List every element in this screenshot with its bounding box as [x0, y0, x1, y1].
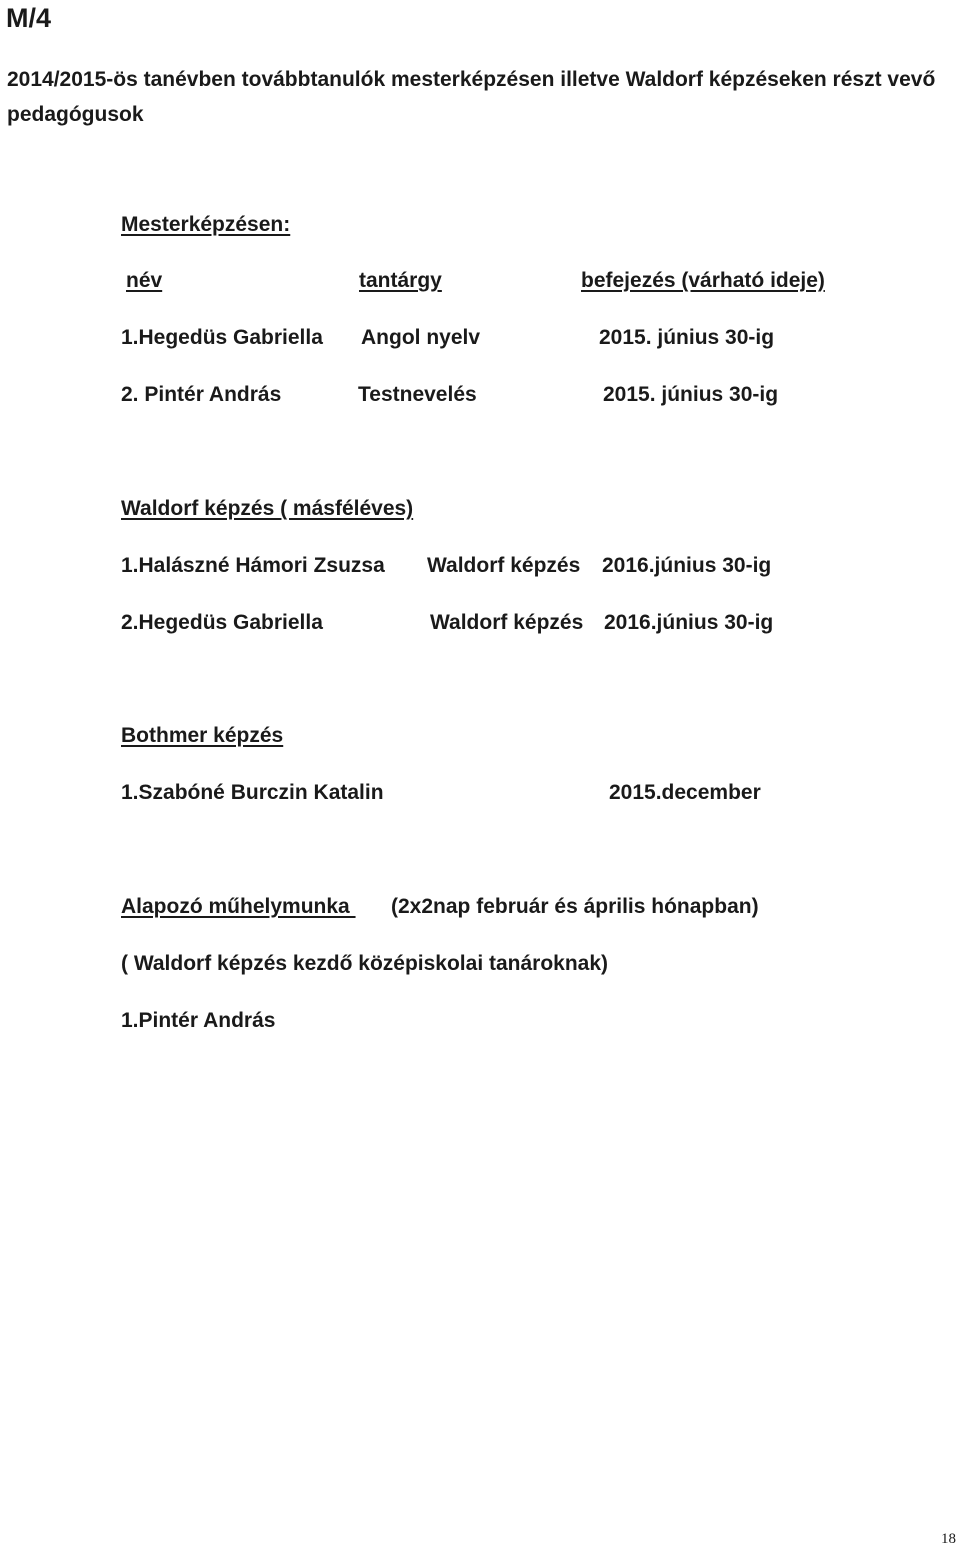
- column-header-completion: befejezés (várható ideje): [581, 269, 825, 292]
- completion-date: 2016.június 30-ig: [604, 611, 774, 634]
- subject: Testnevelés: [358, 383, 477, 406]
- course: Waldorf képzés: [430, 611, 584, 634]
- person-name: 2. Pintér András: [121, 383, 282, 406]
- course: Waldorf képzés: [427, 554, 581, 577]
- column-header-name: név: [126, 269, 163, 292]
- completion-date: 2015. június 30-ig: [599, 326, 775, 349]
- column-header-subject: tantárgy: [359, 269, 442, 292]
- section-heading-alapozo: Alapozó műhelymunka: [121, 895, 356, 918]
- person-name: 1.Hegedüs Gabriella: [121, 326, 323, 349]
- person-name: 1.Szabóné Burczin Katalin: [121, 781, 384, 804]
- completion-date: 2016.június 30-ig: [602, 554, 772, 577]
- completion-date: 2015.december: [609, 781, 761, 804]
- subject: Angol nyelv: [361, 326, 481, 349]
- audience-note: ( Waldorf képzés kezdő középiskolai tanároknak): [121, 952, 609, 975]
- completion-date: 2015. június 30-ig: [603, 383, 779, 406]
- person-name: 1.Halászné Hámori Zsuzsa: [121, 554, 385, 577]
- page-label: M/4: [6, 3, 52, 33]
- person-name: 2.Hegedüs Gabriella: [121, 611, 323, 634]
- document-title: 2014/2015-ös tanévben továbbtanulók mesterképzésen illetve Waldorf képzéseken részt vevő pedagógusok: [7, 68, 936, 126]
- page-number: 18: [941, 1531, 956, 1547]
- schedule-note: (2x2nap február és április hónapban): [391, 895, 759, 918]
- section-heading-waldorf: Waldorf képzés ( másféléves): [121, 497, 414, 520]
- person-name: 1.Pintér András: [121, 1009, 276, 1032]
- section-heading-bothmer: Bothmer képzés: [121, 724, 284, 747]
- section-heading-mesterkepzes: Mesterképzésen:: [121, 213, 291, 236]
